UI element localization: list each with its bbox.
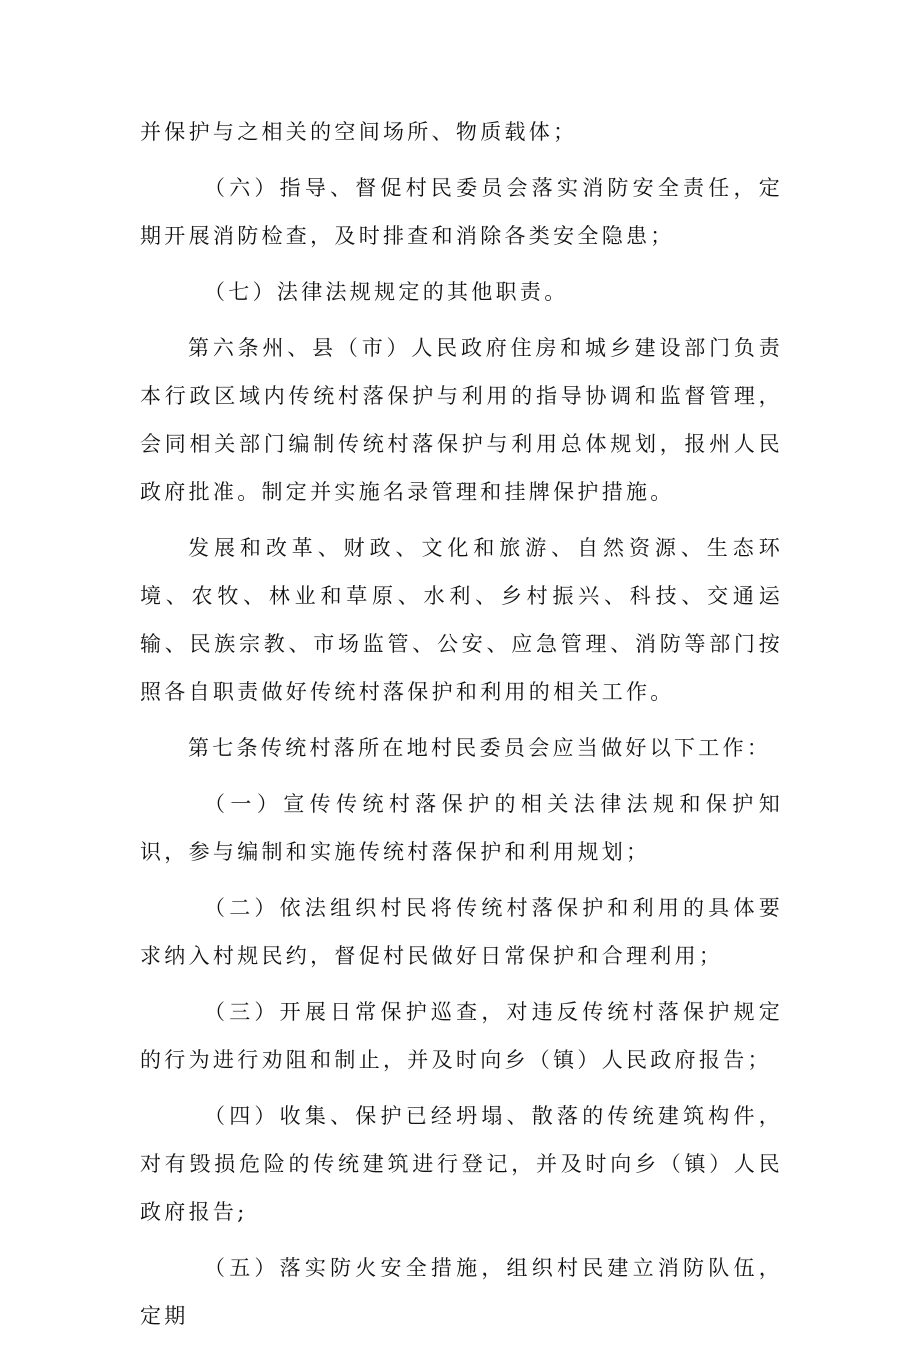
document-body [140, 108, 783, 1348]
paragraph-item-1: （一）宣传传统村落保护的相关法律法规和保护知识，参与编制和实施传统村落保护和利用规划； [140, 792, 783, 864]
paragraph-item-5: （五）落实防火安全措施，组织村民建立消防队伍，定期 [140, 1256, 783, 1328]
paragraph-article-6: 第六条州、县（市）人民政府住房和城乡建设部门负责本行政区域内传统村落保护与利用的指导协调和监督管理，会同相关部门编制传统村落保护与利用总体规划，报州人民政府批准。制定并实施名录管理和挂牌保护措施。 [140, 336, 783, 504]
paragraph-continuation: 并保护与之相关的空间场所、物质载体； [140, 120, 578, 144]
paragraph-article-7: 第七条传统村落所在地村民委员会应当做好以下工作： [188, 736, 772, 760]
paragraph-item-2: （二）依法组织村民将传统村落保护和利用的具体要求纳入村规民约，督促村民做好日常保护和合理利用； [140, 896, 783, 968]
paragraph-item-7: （七）法律法规规定的其他职责。 [204, 280, 569, 304]
paragraph-departments: 发展和改革、财政、文化和旅游、自然资源、生态环境、农牧、林业和草原、水利、乡村振兴、科技、交通运输、民族宗教、市场监管、公安、应急管理、消防等部门按照各自职责做好传统村落保护和利用的相关工作。 [140, 536, 783, 704]
paragraph-item-3: （三）开展日常保护巡查，对违反传统村落保护规定的行为进行劝阻和制止，并及时向乡（镇）人民政府报告； [140, 1000, 783, 1072]
paragraph-item-4: （四）收集、保护已经坍塌、散落的传统建筑构件，对有毁损危险的传统建筑进行登记，并及时向乡（镇）人民政府报告; [140, 1104, 783, 1224]
paragraph-item-6: （六）指导、督促村民委员会落实消防安全责任，定期开展消防检查，及时排查和消除各类安全隐患； [140, 176, 783, 248]
